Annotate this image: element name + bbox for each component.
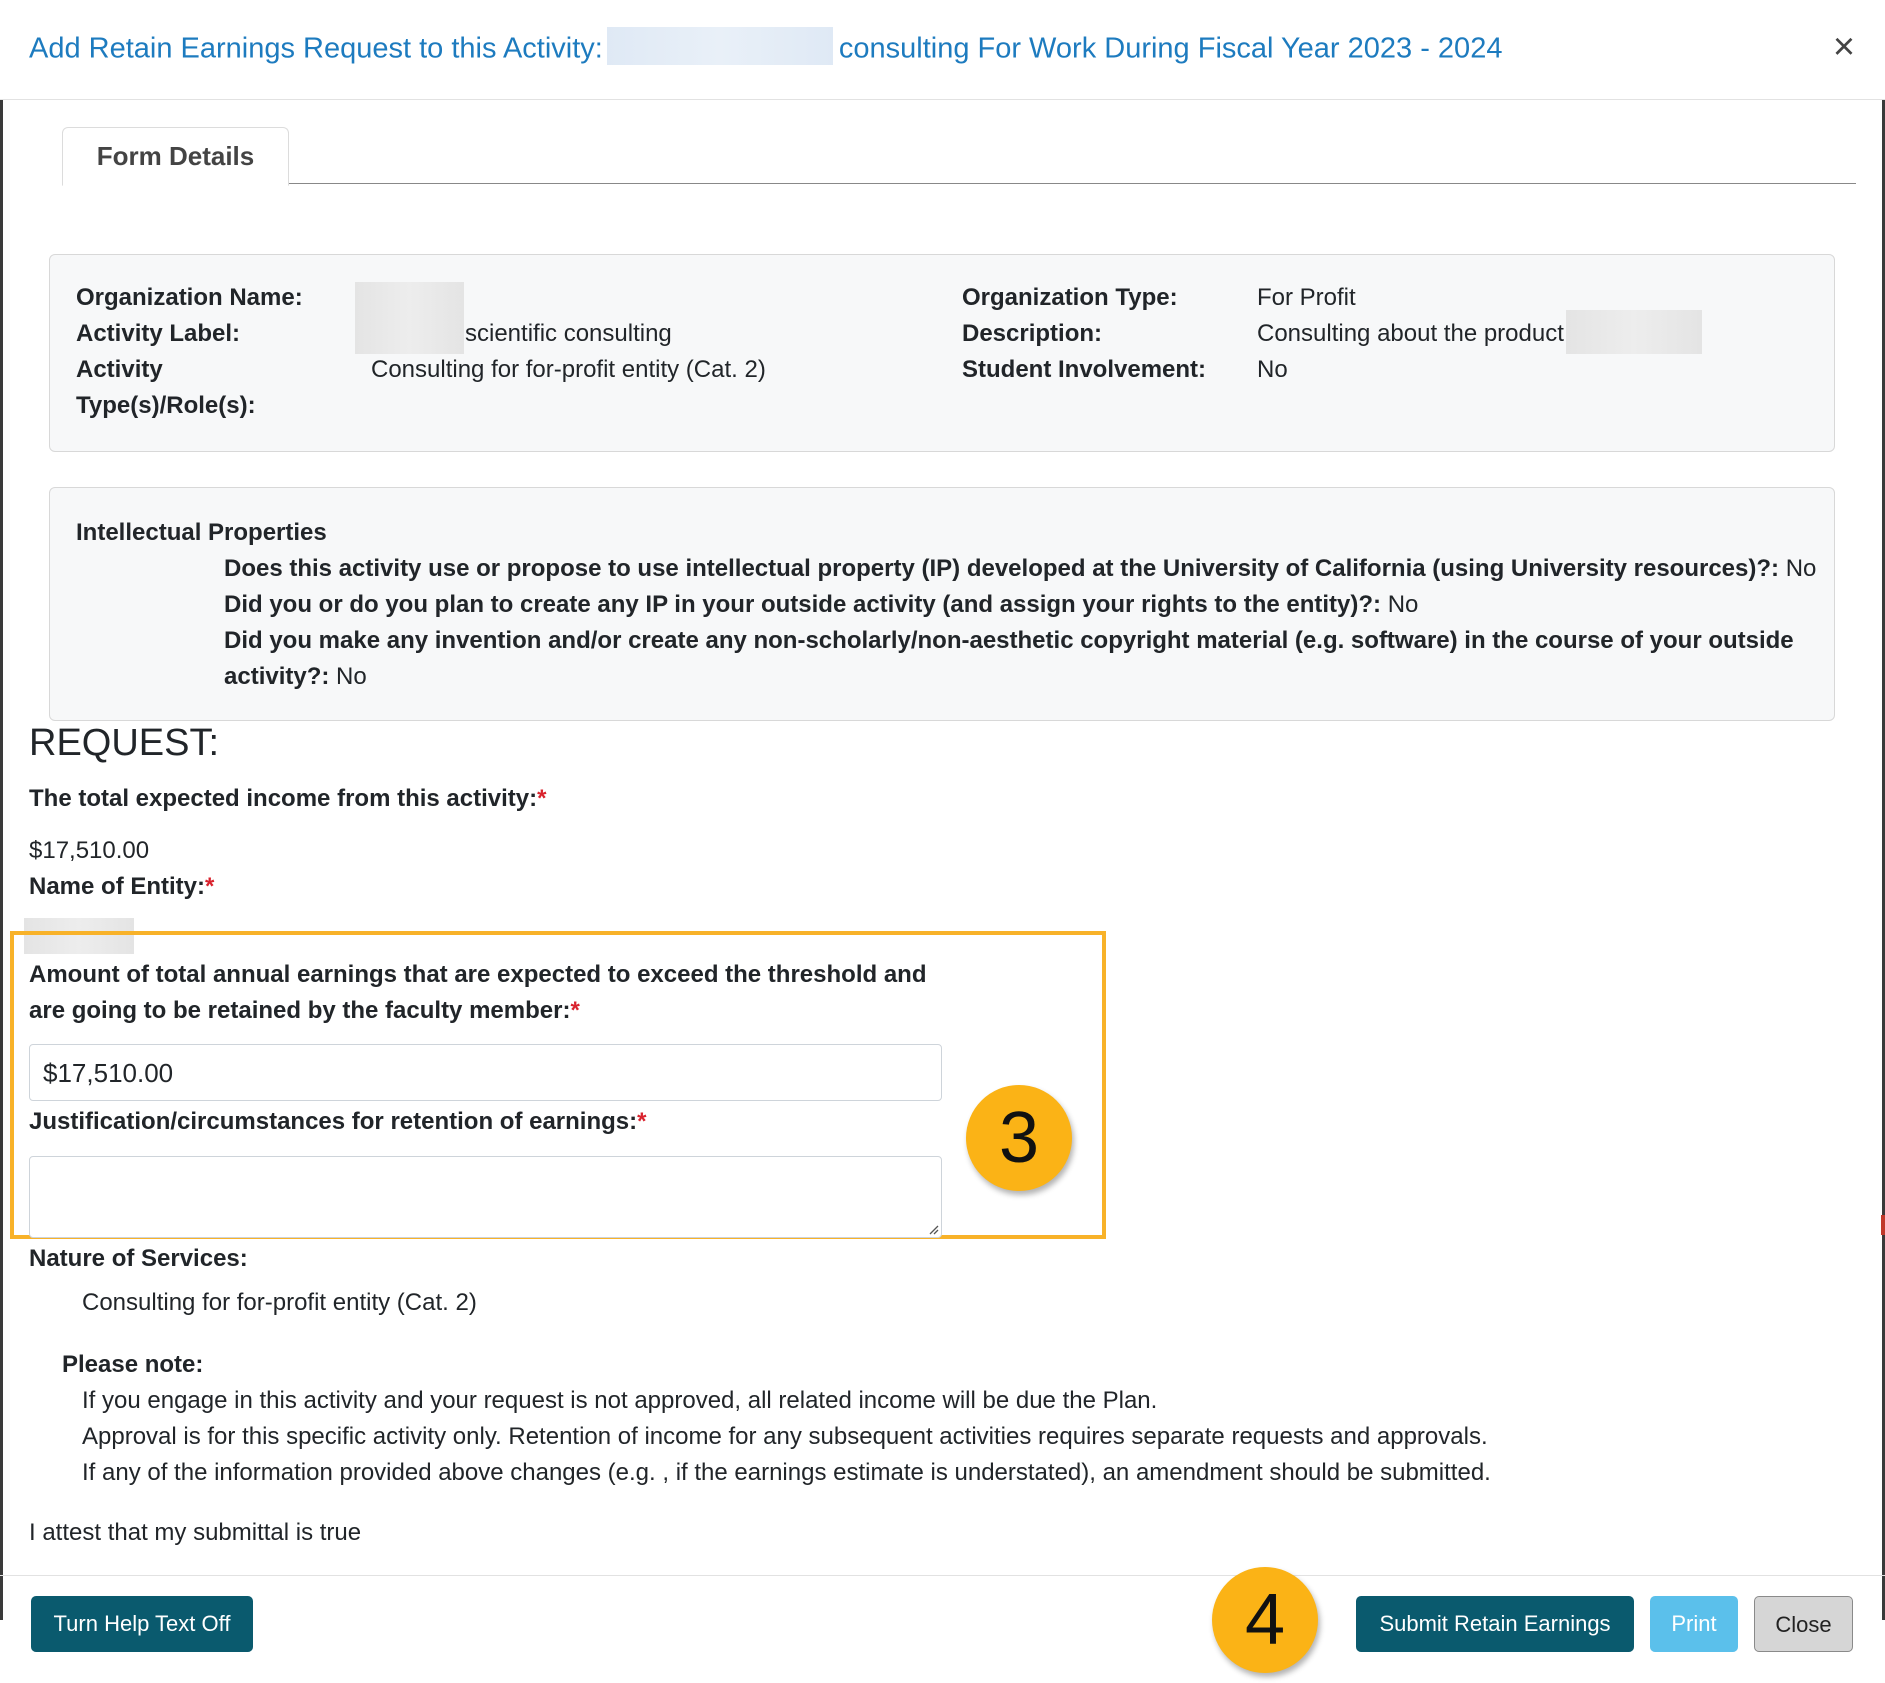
redacted-org-name bbox=[355, 282, 464, 354]
ip-question-3-line2 bbox=[224, 663, 367, 691]
ip-question-2-text: Did you or do you plan to create any IP in your outside activity (and assign your rights to the entity)?: bbox=[224, 591, 1382, 618]
annotation-badge-4: 4 bbox=[1212, 1567, 1318, 1673]
required-mark: * bbox=[205, 873, 215, 900]
annotation-badge-3: 3 bbox=[966, 1085, 1072, 1191]
org-type-label: Organization Type: bbox=[962, 284, 1178, 311]
amount-label-text: are going to be retained by the faculty member: bbox=[29, 997, 571, 1024]
justification-label bbox=[29, 1108, 646, 1136]
required-mark: * bbox=[570, 997, 580, 1024]
student-involvement-label: Student Involvement: bbox=[962, 356, 1207, 383]
note-line-2: Approval is for this specific activity only. Retention of income for any subsequent activities requires separate requests and approvals. bbox=[82, 1423, 1488, 1450]
print-button[interactable]: Print bbox=[1650, 1596, 1738, 1652]
note-line-1: If you engage in this activity and your request is not approved, all related income will be due the Plan. bbox=[82, 1387, 1158, 1414]
redacted-product-name bbox=[1566, 310, 1702, 354]
description-label: Description: bbox=[962, 320, 1103, 347]
activity-label-value: scientific consulting bbox=[465, 320, 672, 347]
turn-help-text-off-button[interactable]: Turn Help Text Off bbox=[31, 1596, 253, 1652]
amount-label-line1: Amount of total annual earnings that are expected to exceed the threshold and bbox=[29, 961, 927, 988]
dialog-title-prefix: Add Retain Earnings Request to this Activity: bbox=[29, 32, 603, 65]
tab-form-details[interactable]: Form Details bbox=[62, 127, 289, 186]
required-mark: * bbox=[637, 1108, 647, 1135]
entity-label bbox=[29, 873, 214, 901]
dialog-title-suffix: consulting For Work During Fiscal Year 2023 - 2024 bbox=[838, 32, 1503, 65]
description-value: Consulting about the product bbox=[1257, 320, 1564, 347]
ip-question-3-text: activity?: bbox=[224, 663, 330, 690]
footer-divider bbox=[0, 1575, 1885, 1576]
justification-textarea[interactable] bbox=[29, 1156, 942, 1238]
ip-question-1 bbox=[224, 555, 1816, 583]
close-icon[interactable]: × bbox=[1832, 26, 1856, 68]
income-value: $17,510.00 bbox=[29, 837, 150, 864]
activity-type-value: Consulting for for-profit entity (Cat. 2) bbox=[371, 356, 766, 383]
amount-label-line2 bbox=[29, 997, 580, 1025]
edge-marker bbox=[1881, 1215, 1885, 1235]
nature-of-services-label: Nature of Services: bbox=[29, 1245, 248, 1272]
tab-underline bbox=[62, 183, 1856, 184]
justification-label-text: Justification/circumstances for retention of earnings: bbox=[29, 1108, 638, 1135]
close-button[interactable]: Close bbox=[1754, 1596, 1853, 1652]
window-edge-left bbox=[0, 60, 3, 1620]
ip-answer-1: No bbox=[1785, 555, 1817, 582]
request-heading: REQUEST: bbox=[29, 722, 220, 764]
ip-question-2 bbox=[224, 591, 1418, 619]
ip-answer-2: No bbox=[1387, 591, 1419, 618]
ip-question-3-line1: Did you make any invention and/or create any non-scholarly/non-aesthetic copyright material (e.g. software) in the course of your outside bbox=[224, 627, 1794, 654]
student-involvement-value: No bbox=[1257, 356, 1288, 383]
attestation-text: I attest that my submittal is true bbox=[29, 1519, 362, 1546]
dialog-title bbox=[29, 31, 1502, 69]
activity-label-label: Activity Label: bbox=[76, 320, 241, 347]
note-line-3: If any of the information provided above changes (e.g. , if the earnings estimate is understated), an amendment should be submitted. bbox=[82, 1459, 1491, 1486]
nature-of-services-value: Consulting for for-profit entity (Cat. 2) bbox=[82, 1289, 477, 1316]
submit-retain-earnings-button[interactable]: Submit Retain Earnings bbox=[1356, 1596, 1634, 1652]
ip-heading: Intellectual Properties bbox=[76, 519, 327, 546]
activity-type-label-2: Type(s)/Role(s): bbox=[76, 392, 256, 419]
please-note-heading: Please note: bbox=[62, 1351, 204, 1378]
ip-answer-3: No bbox=[336, 663, 367, 690]
entity-label-text: Name of Entity: bbox=[29, 873, 206, 900]
org-name-label: Organization Name: bbox=[76, 284, 303, 311]
ip-question-1-text: Does this activity use or propose to use intellectual property (IP) developed at the University of California (using University resources)?: bbox=[224, 555, 1780, 582]
income-label bbox=[29, 785, 546, 813]
required-mark: * bbox=[537, 785, 547, 812]
redacted-activity-name bbox=[607, 27, 833, 65]
org-type-value: For Profit bbox=[1257, 284, 1356, 311]
activity-type-label: Activity bbox=[76, 356, 163, 383]
retained-amount-input[interactable]: $17,510.00 bbox=[29, 1044, 942, 1101]
resize-grip-icon[interactable] bbox=[927, 1223, 939, 1235]
income-label-text: The total expected income from this activity: bbox=[29, 785, 538, 812]
